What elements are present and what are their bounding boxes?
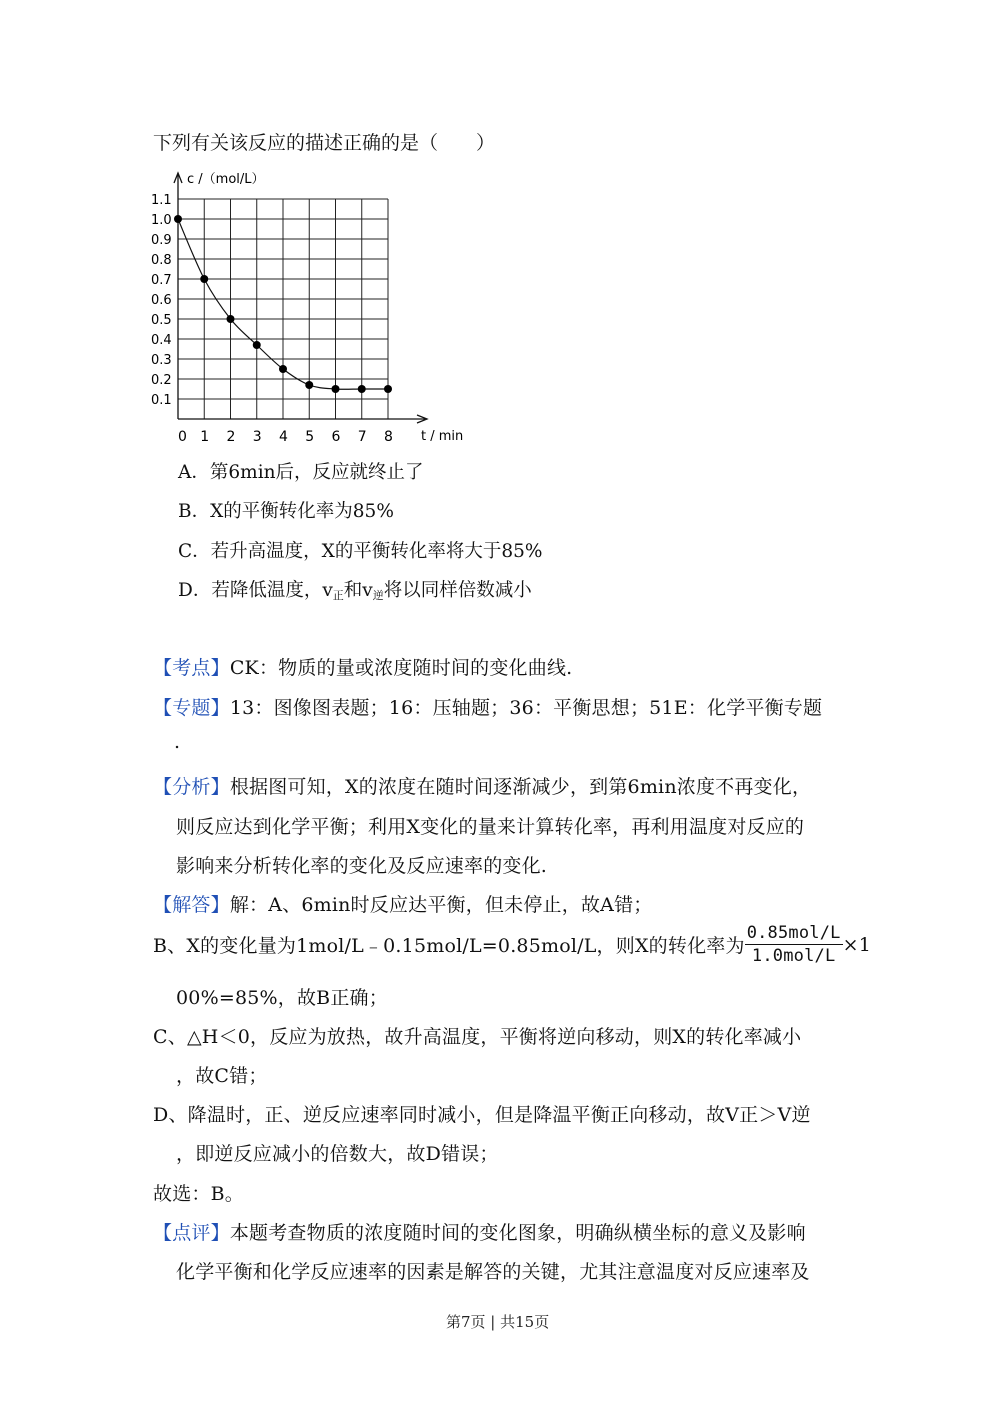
data-point	[253, 341, 261, 349]
jieda-line-1	[153, 890, 652, 917]
fenxi-line-1	[153, 772, 811, 799]
x-tick-label: 0	[178, 429, 187, 445]
option-d	[178, 576, 532, 603]
data-point	[305, 381, 313, 389]
x-tick-label: 5	[305, 429, 315, 445]
jieda-tag: 【解答】	[153, 894, 230, 916]
option-d-post: 将以同样倍数减小	[383, 580, 532, 601]
option-d-sub1: 正	[332, 589, 344, 602]
chart-xlabel: t / min	[421, 429, 464, 444]
y-tick-label: 0.9	[151, 233, 172, 248]
data-point	[358, 385, 366, 393]
c-solution-2: ，故C错；	[176, 1065, 268, 1087]
fraction-denominator: 1.0mol/L	[751, 946, 836, 966]
option-a-text: 第6min后，反应就终止了	[209, 462, 424, 483]
zhuanti-line	[153, 693, 822, 720]
zhuanti-text: 13：图像图表题；16：压轴题；36：平衡思想；51E：化学平衡专题	[229, 697, 823, 719]
concentration-time-chart	[145, 165, 475, 450]
option-b-label: B．	[178, 501, 211, 522]
fenxi-text-2: 则反应达到化学平衡；利用X变化的量来计算转化率，再利用温度对反应的	[176, 816, 805, 838]
dianping-tag: 【点评】	[153, 1222, 230, 1244]
data-point	[227, 315, 235, 323]
b-solution-pre: B、X的变化量为1mol/L﹣0.15mol/L=0.85mol/L，则X的转化率为	[153, 935, 745, 957]
data-point	[200, 275, 208, 283]
y-tick-label: 0.7	[151, 273, 172, 288]
question-stem: 下列有关该反应的描述正确的是（ ）	[153, 132, 496, 154]
y-tick-label: 0.2	[151, 373, 172, 388]
y-tick-label: 1.1	[151, 193, 172, 208]
option-d-sub2: 逆	[372, 589, 384, 602]
x-tick-label: 7	[357, 429, 367, 445]
x-tick-label: 1	[200, 429, 210, 445]
zhuanti-cont: .	[174, 731, 181, 753]
x-tick-label: 8	[384, 429, 393, 445]
option-d-pre: 若降低温度，v	[211, 580, 333, 601]
x-tick-label: 4	[279, 429, 288, 445]
fenxi-text-1: 根据图可知，X的浓度在随时间逐渐减少，到第6min浓度不再变化，	[229, 776, 812, 798]
fenxi-tag: 【分析】	[153, 776, 230, 798]
zhuanti-tag: 【专题】	[153, 697, 230, 719]
y-tick-label: 0.1	[151, 393, 172, 408]
x-tick-label: 3	[252, 429, 262, 445]
kaodian-tag: 【考点】	[153, 657, 230, 679]
y-tick-label: 0.5	[151, 313, 172, 328]
chart-ylabel: c /（mol/L）	[187, 172, 265, 187]
option-c-label: C．	[178, 541, 211, 562]
kaodian-text: CK：物质的量或浓度随时间的变化曲线.	[229, 657, 573, 679]
conversion-fraction	[745, 922, 843, 967]
y-tick-label: 0.6	[151, 293, 172, 308]
data-point	[279, 365, 287, 373]
dianping-text-1: 本题考查物质的浓度随时间的变化图象，明确纵横坐标的意义及影响	[229, 1222, 806, 1244]
option-c	[178, 537, 542, 563]
option-b	[178, 497, 394, 523]
option-c-text: 若升高温度，X的平衡转化率将大于85%	[210, 541, 543, 562]
fenxi-text-3: 影响来分析转化率的变化及反应速率的变化.	[176, 855, 548, 877]
c-solution-1: C、△H＜0，反应为放热，故升高温度，平衡将逆向移动，则X的转化率减小	[153, 1026, 802, 1048]
d-solution-1: D、降温时，正、逆反应速率同时减小，但是降温平衡正向移动，故V正＞V逆	[153, 1104, 811, 1126]
data-point	[174, 215, 182, 223]
d-solution-2: ，即逆反应减小的倍数大，故D错误；	[176, 1143, 499, 1165]
y-tick-label: 0.4	[151, 333, 172, 348]
option-d-label: D．	[178, 580, 212, 601]
fraction-numerator: 0.85mol/L	[746, 923, 841, 943]
data-point	[384, 385, 392, 393]
option-a	[178, 458, 424, 484]
page-footer: 第7页 | 共15页	[446, 1313, 550, 1331]
chart-grid	[178, 199, 388, 419]
final-answer: 故选：B。	[153, 1183, 244, 1205]
x-tick-label: 6	[331, 429, 341, 445]
kaodian-line	[153, 653, 572, 680]
y-tick-label: 0.8	[151, 253, 172, 268]
y-tick-label: 0.3	[151, 353, 172, 368]
y-tick-label: 1.0	[151, 213, 172, 228]
option-d-mid: 和v	[343, 580, 373, 601]
data-point	[332, 385, 340, 393]
dianping-line-1	[153, 1218, 806, 1245]
option-b-text: X的平衡转化率为85%	[210, 501, 394, 522]
dianping-text-2: 化学平衡和化学反应速率的因素是解答的关键，尤其注意温度对反应速率及	[176, 1261, 810, 1283]
b-solution-post: ×1	[842, 933, 872, 956]
jieda-text-1: 解：A、6min时反应达平衡，但未停止，故A错；	[229, 894, 653, 916]
b-solution-line	[153, 922, 871, 967]
option-a-label: A．	[178, 462, 210, 483]
x-tick-label: 2	[226, 429, 236, 445]
b-solution-cont: 00%=85%，故B正确；	[176, 987, 388, 1009]
